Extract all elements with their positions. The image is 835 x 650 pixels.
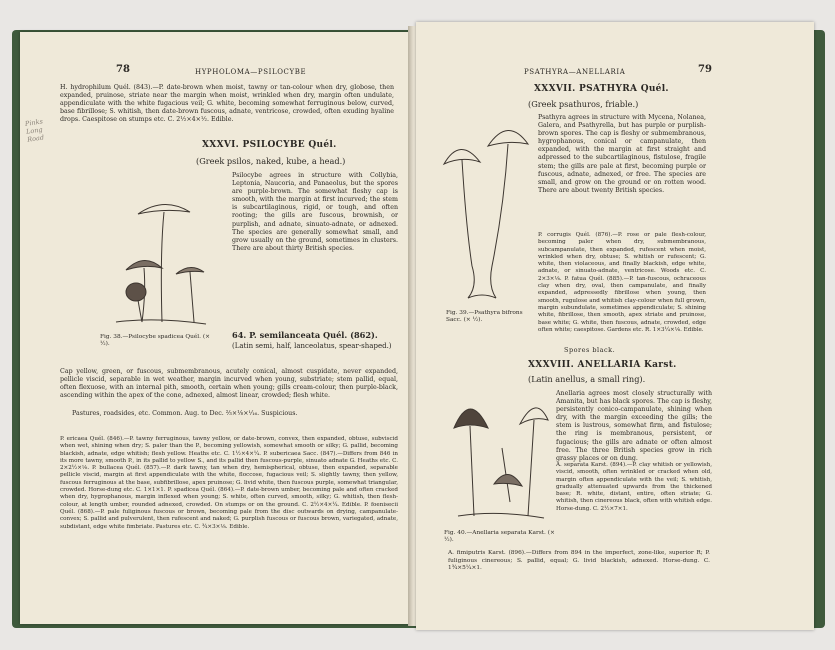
species-habitat: Pastures, roadsides, etc. Common. Aug. to Dec. ⅔×⅛×¹⁄₁₆. Suspicious. — [72, 410, 298, 417]
genus1-etymology: (Greek psathuros, friable.) — [528, 99, 639, 109]
species-heading: 64. P. semilanceata Quél. (862). — [232, 330, 378, 340]
figure-caption: Fig. 38.—Psilocybe spadicea Quél. (× ½). — [100, 334, 210, 348]
genus1-heading: XXXVII. PSATHYRA Quél. — [534, 84, 669, 94]
genus1-species: P. corrugis Quél. (876).—P. rose or pale flesh-colour, becoming paler when dry, submembranous, subcampanulate, then expanded, rufescent when moist, wrinkled when dry, obtuse; S. whitish or rufescent; G. white, then violaceous, and finally blackish, edge white, adnate, or sinuato-adnate, ventricose. Woods etc. C. 2×3×⅛. P. fatua Quél. (885).—P. tan-fuscous, ochraceous clay when dry, oval, then campanulate, and finally expanded, adpressedly fibrillose when young, then smooth, rugulose and whitish clay-colour when full grown, margin subundulate, sometimes appendiculate; S. shining white, fibrillose, then smooth, apex striate and pruinose, base white; G. white, then fuscous, adnate, crowded, edge often white; caespitose. Gardens etc. R. 1×3¼×⅛. Edible. — [538, 232, 706, 333]
genus1-description: Psathyra agrees in structure with Mycena, Nolanea, Galera, and Psathyrella, but has purple or purplish-brown spores. The cap is fleshy or submembranous, hygrophanous, conical or campanulate, then expanded, with the margin at first straight and adpressed to the subcartilaginous, fistulose, fragile stem; the gills are pale at first, becoming purple or fuscous, adnate, adnexed, or free. The species are small, and grow on the ground or on rotten wood. There are about twenty British species. — [538, 114, 706, 194]
genus2-species: A. separata Karst. (894).—P. clay whitish or yellowish, viscid, smooth, often wrinkled or cracked when old, margin often appendiculate with the veil; S. whitish, gradually attenuated upwards from the thickened base; R. white, distant, entire, often striate; G. whitish, then cinereous black, often with whitish edge. Horse-dung. C. 2½×7×1. — [556, 462, 712, 512]
intro-paragraph: H. hydrophilum Quél. (843).—P. date-brown when moist, tawny or tan-colour when dry, globose, then expanded, pruinose, striate near the margin when moist, wrinkled when dry, margin often undulate, appendiculate with the white fugacious veil; G. white, becoming somewhat ferruginous below, curved, base fibrillose; S. whitish, then date-brown fuscous, adnate, ventricose, crowded, often exuding hyaline drops. Caespitose on stumps etc. C. 2½×4×½. Edible. — [60, 84, 394, 124]
genus-description: Psilocybe agrees in structure with Collybia, Leptonia, Naucoria, and Panaeolus, but the spores are purple-brown. The somewhat fleshy cap is smooth, with the margin at first incurved; the stem is subcartilaginous, rigid, or tough, and often rooting; the gills are fuscous, brownish, or purplish, and adnate, sinuato-adnate, or adnexed. The species are generally somewhat small, and grow usually on the ground, sometimes in clusters. There are about thirty British species. — [232, 172, 398, 252]
running-head: PSATHYRA—ANELLARIA — [524, 68, 626, 76]
pencil-annotation: Pinks Long Road — [24, 117, 45, 144]
section-label: Spores black. — [564, 346, 616, 354]
genus2-description: Anellaria agrees most closely structurally with Amanita, but has black spores. The cap is fleshy, persistently conico-campanulate, shining when dry, with the margin exceeding the gills; the stem is lustrous, somewhat firm, and fistulose; the ring is membranous, persistent, or fugacious; the gills are adnate or often almost free. The three British species grow in rich grassy places or on dung. — [556, 390, 712, 462]
running-head: HYPHOLOMA—PSILOCYBE — [195, 68, 307, 76]
genus2-heading: XXXVIII. ANELLARIA Karst. — [528, 360, 677, 370]
right-page — [416, 22, 814, 630]
page-number: 79 — [698, 64, 712, 75]
figure1-caption: Fig. 39.—Psathyra bifrons Sacc. (× ½). — [446, 310, 523, 324]
minor-species: P. ericaea Quél. (846).—P. tawny ferruginous, tawny yellow, or date-brown, convex, then expanded, obtuse, subviscid when wet, shining when dry; S. paler than the P., becoming yellowish, somewhat smooth or silky; G. pallid, becoming blackish, adnate, edge whitish; flesh yellow. Heaths etc. C. 1½×4×¼. P. subericaea Sacc. (847).—Differs from 846 in its more tawny, smooth P., in its pallid to yellow S., and its pallid then fuscous-purple, sinuato adnate G. Heaths etc. C. 2×2½×⅛. P. bullacea Quél. (857).—P. dark tawny, tan when dry, hemispherical, obtuse, then expanded, separable pellicle viscid, margin at first appendiculate with the white, floccose, fugacious veil; S. slightly tawny, then yellow, fuscous ferruginous at the base, subfibrillose, apex pruinose; G. livid white, then fuscous purple, somewhat triangular, crowded. Horse-dung etc. C. 1×1×1. P. spadicea Quél. (864).—P. date-brown umber, becoming pale and often cracked when dry, hygrophanous, margin inflexed when young; S. white, often curved, smooth, silky; G. whitish, then flesh-colour, at length umber, rounded adnexed, crowded. On stumps or on the ground. C. 2½×4×¼. Edible. P. foenisecii Quél. (868).—P. pale fuliginous fuscous or brown, becoming pale from the disc outwards on drying, campanulate-convex; S. pallid and pulverulent, then rufescent and naked; G. purplish fuscous or fuscous brown, variegated, adnate, subdistant, edge white fimbriate. Pastures etc. C. ¾×3×⅛. Edible. — [60, 436, 398, 530]
left-page — [20, 32, 412, 624]
last-paragraph: A. fimiputris Karst. (896).—Differs from 894 in the imperfect, zone-like, superior R; P. fuliginous cinereous; S. pallid, equal; G. livid blackish, adnexed. Horse-dung. C. 1¾×5¼×1. — [448, 550, 710, 571]
figure2-caption: Fig. 40.—Anellaria separata Karst. (× ½). — [444, 530, 555, 544]
anellaria-figure — [448, 394, 552, 526]
genus2-etymology: (Latin anellus, a small ring). — [528, 374, 646, 384]
species-description: Cap yellow, green, or fuscous, submembranous, acutely conical, almost cuspidate, never expanded, pellicle viscid, separable in wet weather, margin incurved when young, substriate; stem pallid, equal, often flexuose, with an internal pith, smooth, certain when young; gills cream-colour, then purple-black, ascending within the apex of the cone, adnexed, almost linear, crowded; flesh white. — [60, 368, 398, 400]
genus-etymology: (Greek psilos, naked, kube, a head.) — [196, 156, 346, 166]
psilocybe-figure — [106, 172, 220, 332]
psathyra-figure — [438, 116, 534, 306]
genus-heading: XXXVI. PSILOCYBE Quél. — [202, 140, 337, 150]
page-number: 78 — [116, 64, 130, 75]
species-etymology: (Latin semi, half, lanceolatus, spear-shaped.) — [232, 342, 392, 350]
